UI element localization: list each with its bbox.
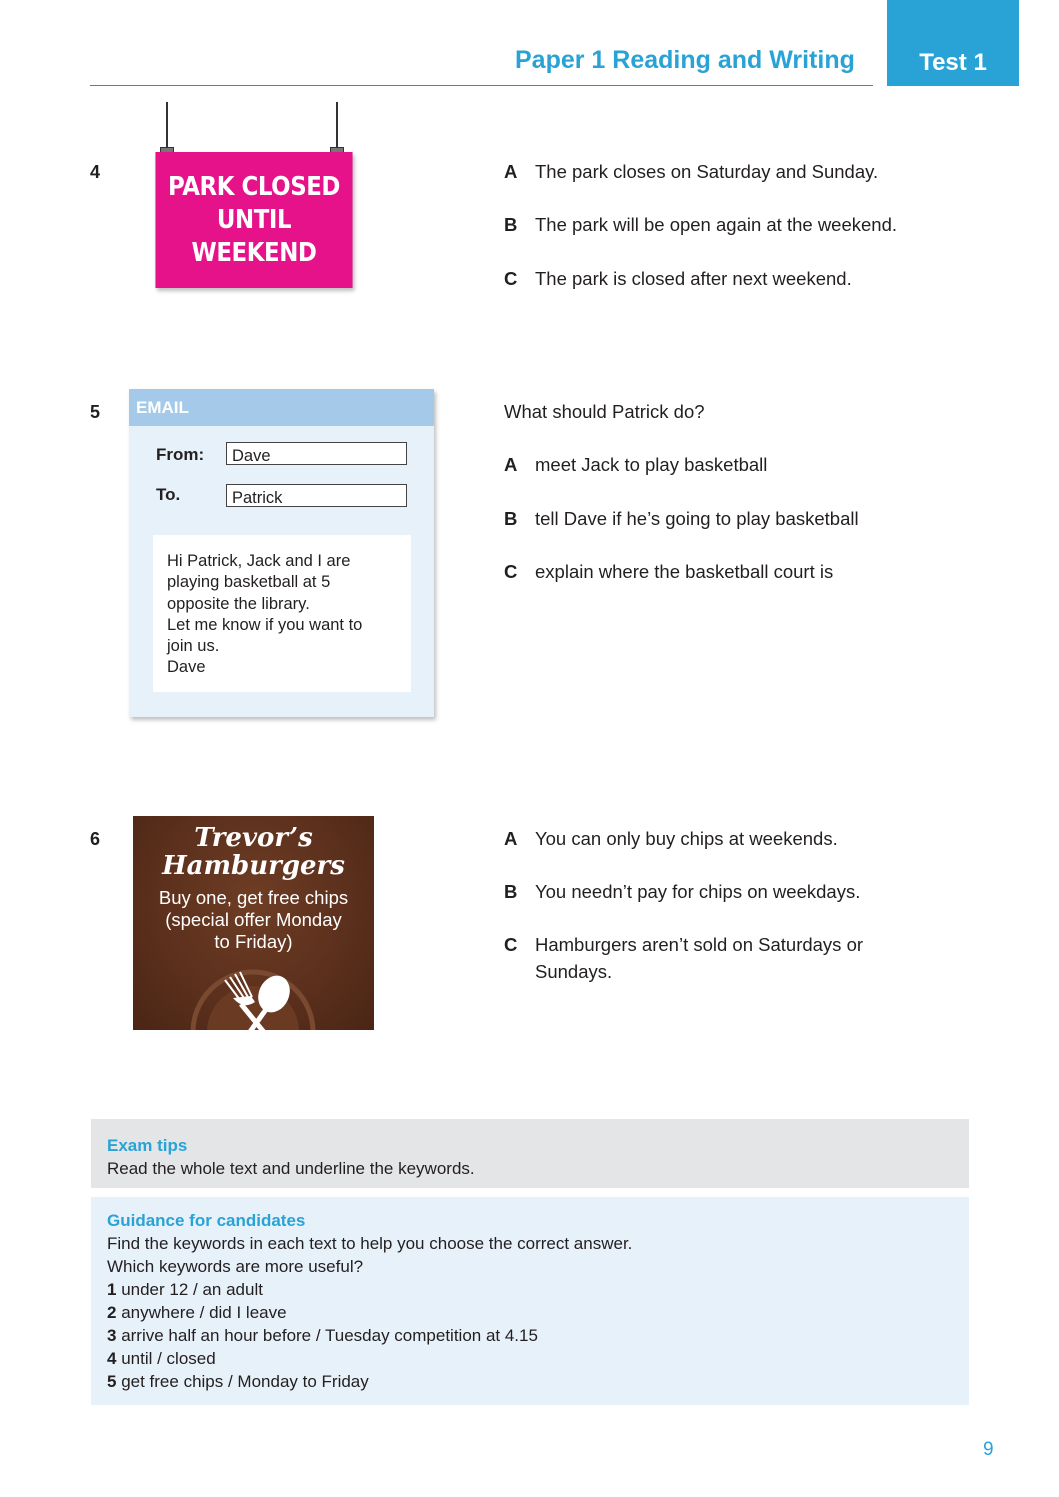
guidance-item-text: until / closed xyxy=(116,1349,216,1368)
email-to-field: Patrick xyxy=(226,484,407,507)
q6-option-c[interactable] xyxy=(504,931,904,985)
q5-option-a[interactable] xyxy=(504,451,924,478)
option-letter: C xyxy=(504,934,518,955)
option-text: You needn’t pay for chips on weekdays. xyxy=(535,881,861,902)
option-letter: A xyxy=(504,828,518,849)
option-text: meet Jack to play basketball xyxy=(535,454,768,475)
test-label: Test 1 xyxy=(919,49,987,76)
option-letter: A xyxy=(504,161,518,182)
sign-line-2: UNTIL WEEKEND xyxy=(191,204,317,268)
ad-offer-line: Buy one, get free chips xyxy=(158,887,349,908)
option-letter: B xyxy=(504,214,518,235)
exam-tips-text: Read the whole text and underline the keywords. xyxy=(107,1159,475,1178)
q4-option-a[interactable] xyxy=(504,158,924,185)
guidance-item-number: 4 xyxy=(107,1349,117,1368)
email-body-line: join us. xyxy=(167,637,220,656)
email-header-label: EMAIL xyxy=(136,398,189,417)
q4-option-b[interactable] xyxy=(504,211,924,238)
option-text: The park is closed after next weekend. xyxy=(535,268,852,289)
guidance-item-text: get free chips / Monday to Friday xyxy=(116,1372,369,1391)
option-text: The park closes on Saturday and Sunday. xyxy=(535,161,879,182)
email-body-line: opposite the library. xyxy=(167,594,310,613)
page-number: 9 xyxy=(983,1439,994,1460)
guidance-title: Guidance for candidates xyxy=(107,1211,306,1230)
sign-wire-right xyxy=(336,102,338,152)
exam-tips-title: Exam tips xyxy=(107,1136,188,1155)
section-title: Paper 1 Reading and Writing xyxy=(515,46,855,74)
email-body-line: Let me know if you want to xyxy=(167,615,363,634)
test-tab xyxy=(887,0,1019,86)
email-from-label: From: xyxy=(156,445,205,464)
option-text: Hamburgers aren’t sold on Saturdays or Sundays. xyxy=(535,934,864,982)
email-body xyxy=(153,535,411,692)
guidance-item-text: under 12 / an adult xyxy=(116,1280,263,1299)
guidance-item xyxy=(107,1372,369,1392)
q5-question: What should Patrick do? xyxy=(504,401,705,422)
question-number-5: 5 xyxy=(90,402,101,422)
guidance-item xyxy=(107,1280,263,1300)
guidance-item-text: arrive half an hour before / Tuesday competition at 4.15 xyxy=(116,1326,538,1345)
question-number-4: 4 xyxy=(90,162,101,182)
guidance-line: Find the keywords in each text to help you choose the correct answer. xyxy=(107,1234,633,1253)
guidance-item-number: 2 xyxy=(107,1303,117,1322)
email-body-line: Dave xyxy=(167,658,206,677)
option-text: tell Dave if he’s going to play basketball xyxy=(535,508,859,529)
ad-offer-line: (special offer Monday xyxy=(165,909,342,930)
option-text: The park will be open again at the weekend. xyxy=(535,214,898,235)
sign-line-1: PARK CLOSED xyxy=(168,171,340,202)
guidance-item-number: 3 xyxy=(107,1326,117,1345)
option-letter: A xyxy=(504,454,518,475)
option-letter: B xyxy=(504,881,518,902)
email-body-line: Hi Patrick, Jack and I are xyxy=(167,552,351,570)
email-card xyxy=(129,389,434,717)
guidance-item-number: 5 xyxy=(107,1372,117,1391)
ad-offer-line: to Friday) xyxy=(214,931,293,952)
guidance-line: Which keywords are more useful? xyxy=(107,1257,364,1276)
q4-option-c[interactable] xyxy=(504,265,924,292)
guidance-item xyxy=(107,1349,216,1369)
park-closed-sign xyxy=(155,152,352,288)
fork-spoon-icon xyxy=(133,966,374,1030)
email-header xyxy=(129,389,434,426)
option-letter: C xyxy=(504,268,518,289)
sign-wire-left xyxy=(166,102,168,152)
ad-name-line-2: Hamburgers xyxy=(162,851,345,881)
q6-option-b[interactable] xyxy=(504,878,924,905)
guidance-box xyxy=(91,1197,969,1405)
q5-option-c[interactable] xyxy=(504,558,924,585)
email-to-label: To. xyxy=(156,485,181,504)
option-text: You can only buy chips at weekends. xyxy=(535,828,838,849)
option-letter: B xyxy=(504,508,518,529)
hamburger-ad xyxy=(133,816,374,1030)
guidance-item-number: 1 xyxy=(107,1280,117,1299)
option-letter: C xyxy=(504,561,518,582)
guidance-item xyxy=(107,1326,538,1346)
guidance-item-text: anywhere / did I leave xyxy=(116,1303,287,1322)
guidance-item xyxy=(107,1303,287,1323)
option-text: explain where the basketball court is xyxy=(535,561,834,582)
ad-name-line-1: Trevor’s xyxy=(194,823,313,853)
q5-option-b[interactable] xyxy=(504,505,924,532)
email-body-line: playing basketball at 5 xyxy=(167,573,331,592)
email-from-field: Dave xyxy=(226,442,407,465)
exam-tips-box xyxy=(91,1119,969,1188)
q6-option-a[interactable] xyxy=(504,825,924,852)
question-number-6: 6 xyxy=(90,829,101,849)
header-rule xyxy=(90,85,873,86)
ad-offer xyxy=(133,887,374,953)
